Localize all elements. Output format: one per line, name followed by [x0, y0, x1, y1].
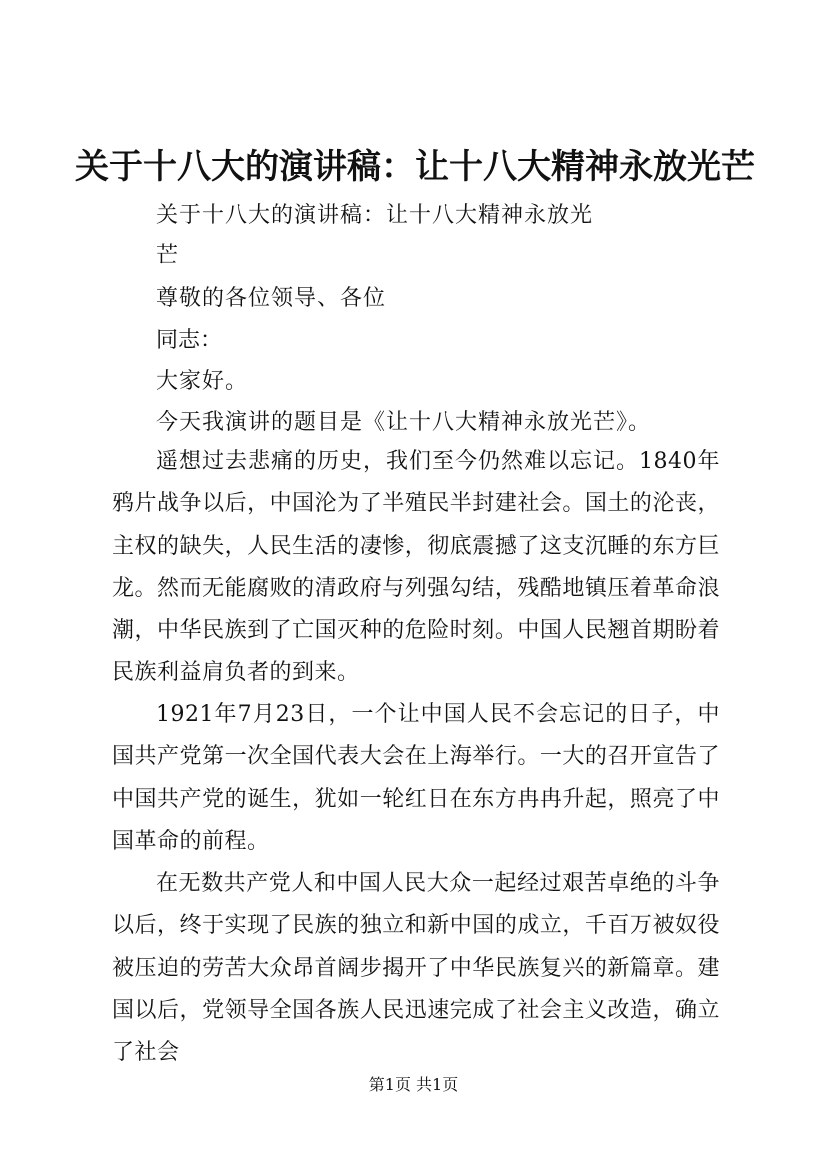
document-title: 关于十八大的演讲稿：让十八大精神永放光芒 [75, 147, 755, 187]
heading-line: 关于十八大的演讲稿：让十八大精神永放光 [156, 203, 594, 228]
salutation-line-continuation: 同志： [156, 328, 223, 353]
salutation-line: 尊敬的各位领导、各位 [156, 286, 387, 311]
heading-line-continuation: 芒 [156, 243, 179, 268]
greeting: 大家好。 [156, 369, 249, 394]
body-paragraph: 在无数共产党人和中国人民大众一起经过艰苦卓绝的斗争以后，终于实现了民族的独立和新中国的成立，千百万被奴役被压迫的劳苦大众昂首阔步揭开了中华民族复兴的新篇章。建国以后，党领导全国各族人民迅速完成了社会主义改造，确立了社会 [112, 871, 720, 1066]
body-paragraph: 遥想过去悲痛的历史，我们至今仍然难以忘记。1840年鸦片战争以后，中国沦为了半殖民半封建社会。国土的沦丧，主权的缺失，人民生活的凄惨，彻底震撼了这支沉睡的东方巨龙。然而无能腐败的清政府与列强勾结，残酷地镇压着革命浪潮，中华民族到了亡国灭种的危险时刻。中国人民翘首期盼着民族利益肩负者的到来。 [112, 449, 720, 686]
body-paragraph: 1921年7月23日，一个让中国人民不会忘记的日子，中国共产党第一次全国代表大会在上海举行。一大的召开宣告了中国共产党的诞生，犹如一轮红日在东方冉冉升起，照亮了中国革命的前程。 [112, 702, 720, 854]
page-footer: 第1页 共1页 [368, 1075, 459, 1094]
speech-topic: 今天我演讲的题目是《让十八大精神永放光芒》。 [156, 410, 652, 435]
